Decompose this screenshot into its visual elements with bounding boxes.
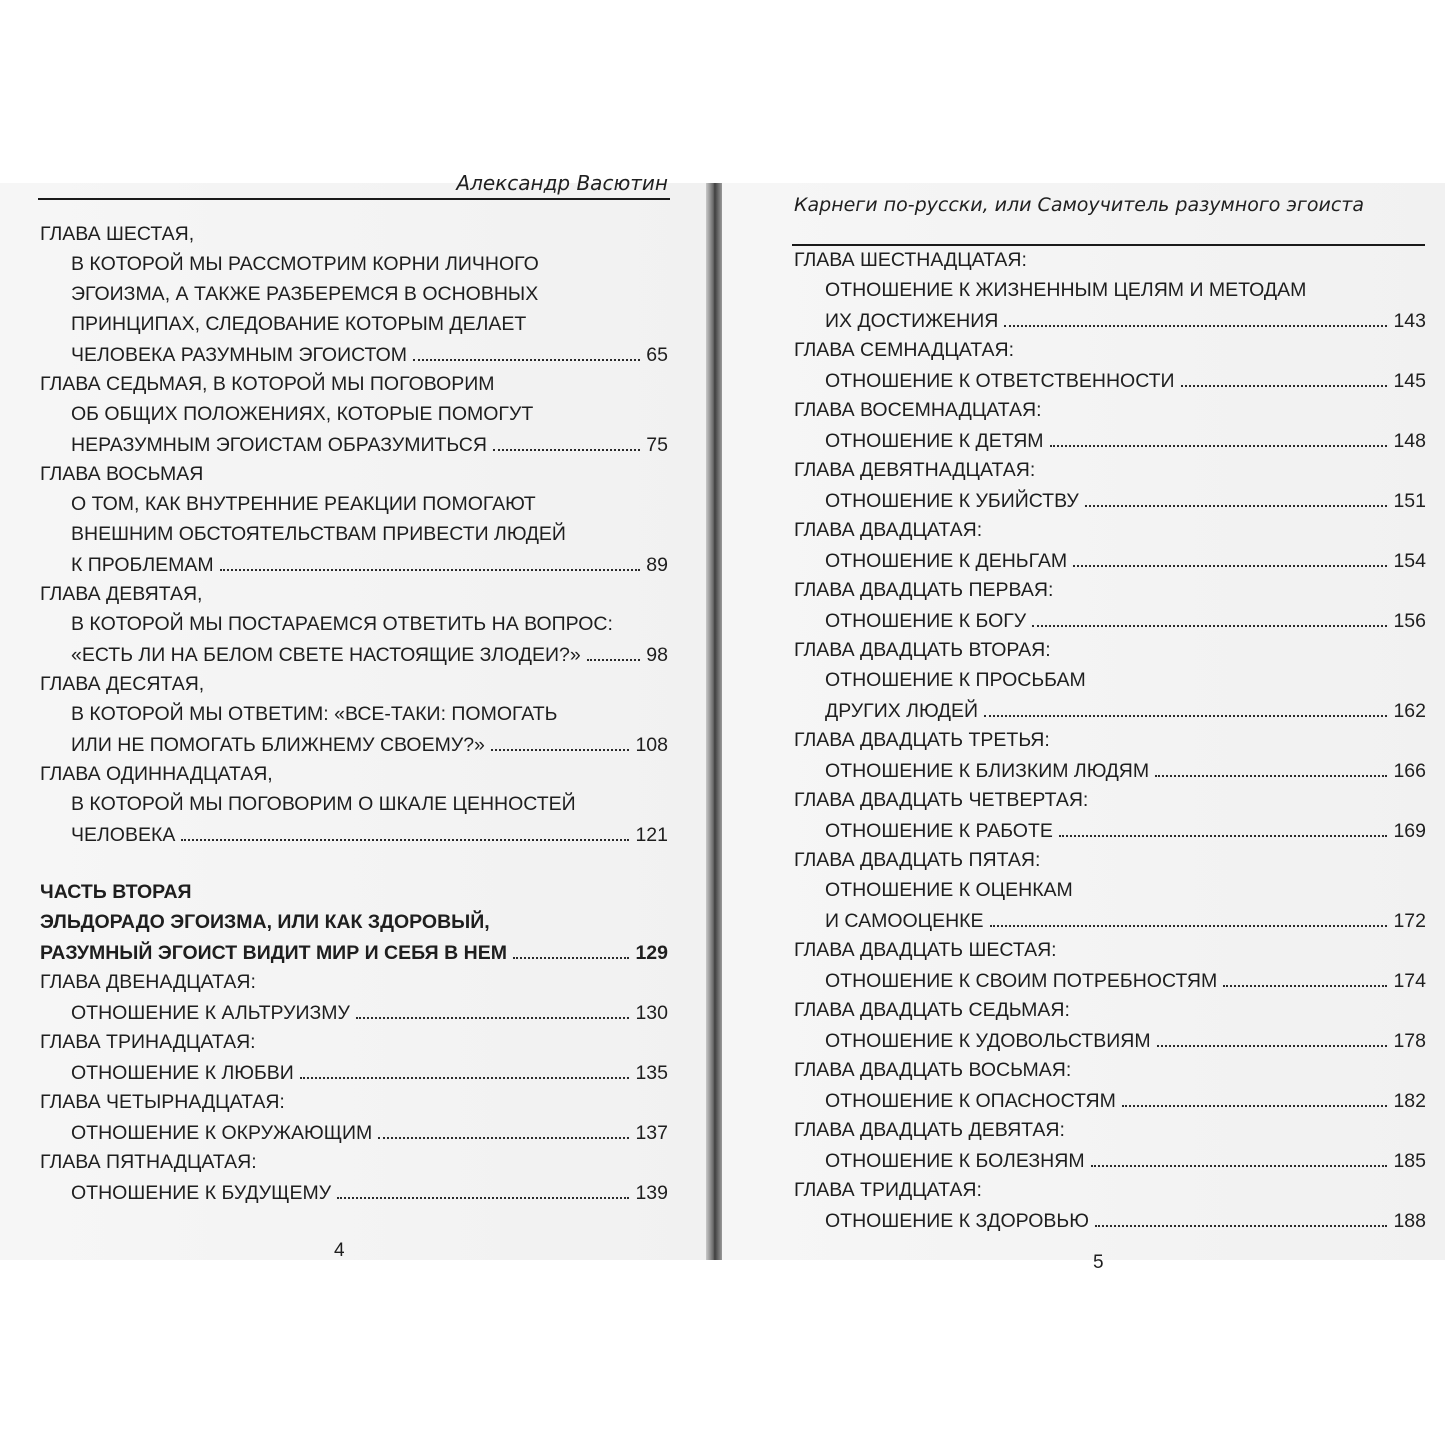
toc-entry-text: ЭГОИЗМА, А ТАКЖЕ РАЗБЕРЕМСЯ В ОСНОВНЫХ (71, 283, 539, 305)
dot-leader (356, 997, 630, 1019)
running-head-author: Александр Васютин (456, 171, 668, 195)
toc-entry (794, 395, 1426, 425)
toc-entry (794, 935, 1426, 965)
toc-entry (794, 275, 1426, 305)
toc-entry (794, 1175, 1426, 1205)
toc-entry-text: ОТНОШЕНИЕ К УБИЙСТВУ (825, 490, 1079, 512)
toc-entry-text: ГЛАВА ДВАДЦАТЬ ШЕСТАЯ: (794, 939, 1057, 961)
toc-page-number: 130 (635, 1002, 668, 1024)
toc-page-number: 154 (1393, 550, 1426, 572)
right-page (722, 183, 1445, 1273)
toc-entry (40, 1177, 668, 1207)
toc-page-number: 151 (1393, 490, 1426, 512)
toc-entry (794, 1145, 1426, 1175)
toc-entry (40, 489, 668, 519)
toc-entry (40, 219, 668, 249)
toc-entry (40, 1147, 668, 1177)
toc-entry-text: В КОТОРОЙ МЫ ПОГОВОРИМ О ШКАЛЕ ЦЕННОСТЕЙ (71, 793, 576, 815)
toc-entry (794, 815, 1426, 845)
toc-entry (40, 819, 668, 849)
toc-entry (40, 967, 668, 997)
table-of-contents-right (794, 245, 1426, 1235)
toc-entry-text: ГЛАВА ТРИДЦАТАЯ: (794, 1179, 982, 1201)
page-number: 4 (334, 1240, 345, 1261)
toc-entry-text: ГЛАВА ДЕВЯТНАДЦАТАЯ: (794, 459, 1036, 481)
toc-entry (794, 785, 1426, 815)
toc-entry-text: ГЛАВА ДВАДЦАТЬ ВОСЬМАЯ: (794, 1059, 1072, 1081)
toc-entry-text: ПРИНЦИПАХ, СЛЕДОВАНИЕ КОТОРЫМ ДЕЛАЕТ (71, 313, 527, 335)
toc-entry (40, 309, 668, 339)
dot-leader (300, 1057, 630, 1079)
toc-entry-text: НЕРАЗУМНЫМ ЭГОИСТАМ ОБРАЗУМИТЬСЯ (71, 434, 487, 456)
toc-entry (794, 1025, 1426, 1055)
toc-entry-text: ВНЕШНИМ ОБСТОЯТЕЛЬСТВАМ ПРИВЕСТИ ЛЮДЕЙ (71, 523, 566, 545)
toc-entry-text: РАЗУМНЫЙ ЭГОИСТ ВИДИТ МИР И СЕБЯ В НЕМ (40, 942, 507, 964)
toc-entry-text: ОТНОШЕНИЕ К АЛЬТРУИЗМУ (71, 1002, 350, 1024)
toc-entry (40, 759, 668, 789)
dot-leader (587, 639, 641, 661)
header-rule (38, 198, 670, 200)
toc-page-number: 143 (1393, 310, 1426, 332)
dot-leader (337, 1177, 629, 1199)
toc-entry (794, 545, 1426, 575)
dot-leader (1157, 1025, 1388, 1047)
toc-page-number: 174 (1393, 970, 1426, 992)
toc-entry (794, 665, 1426, 695)
dot-leader (1059, 815, 1388, 837)
toc-entry-text: ГЛАВА ДВАДЦАТЬ ТРЕТЬЯ: (794, 729, 1050, 751)
dot-leader (1004, 305, 1387, 327)
toc-entry-text: ГЛАВА ДВАДЦАТАЯ: (794, 519, 983, 541)
toc-entry-text: ОТНОШЕНИЕ К ПРОСЬБАМ (825, 669, 1086, 691)
toc-entry (794, 605, 1426, 635)
toc-entry-text: ОТНОШЕНИЕ К ОТВЕТСТВЕННОСТИ (825, 370, 1175, 392)
toc-page-number: 98 (646, 644, 668, 666)
toc-entry-text: ОТНОШЕНИЕ К ЖИЗНЕННЫМ ЦЕЛЯМ И МЕТОДАМ (825, 279, 1307, 301)
left-page (0, 171, 706, 1261)
toc-entry (40, 877, 668, 907)
toc-entry (794, 995, 1426, 1025)
toc-entry-text: ОТНОШЕНИЕ К БУДУЩЕМУ (71, 1182, 332, 1204)
toc-entry (794, 875, 1426, 905)
toc-entry (40, 459, 668, 489)
toc-entry-text: ЧАСТЬ ВТОРАЯ (40, 881, 192, 903)
dot-leader (1122, 1085, 1388, 1107)
toc-entry (40, 399, 668, 429)
toc-entry (40, 369, 668, 399)
toc-entry-text: ЭЛЬДОРАДО ЭГОИЗМА, ИЛИ КАК ЗДОРОВЫЙ, (40, 911, 490, 933)
dot-leader (491, 729, 630, 751)
dot-leader (1073, 545, 1387, 567)
toc-entry-text: ИЛИ НЕ ПОМОГАТЬ БЛИЖНЕМУ СВОЕМУ?» (71, 734, 485, 756)
dot-leader (1181, 365, 1388, 387)
toc-entry-text: ГЛАВА ДВАДЦАТЬ СЕДЬМАЯ: (794, 999, 1070, 1021)
toc-entry-text: ОТНОШЕНИЕ К ДЕТЯМ (825, 430, 1044, 452)
toc-entry-text: ГЛАВА ОДИННАДЦАТАЯ, (40, 763, 273, 785)
page-number: 5 (1093, 1252, 1104, 1273)
toc-entry (794, 1205, 1426, 1235)
toc-page-number: 75 (646, 434, 668, 456)
toc-entry (794, 1085, 1426, 1115)
toc-entry-text: ОТНОШЕНИЕ К БОЛЕЗНЯМ (825, 1150, 1085, 1172)
toc-entry (794, 905, 1426, 935)
dot-leader (220, 549, 641, 571)
toc-page-number: 178 (1393, 1030, 1426, 1052)
toc-page-number: 169 (1393, 820, 1426, 842)
toc-entry (794, 845, 1426, 875)
toc-entry (794, 725, 1426, 755)
toc-entry (794, 695, 1426, 725)
dot-leader (181, 819, 629, 841)
toc-entry-text: ЧЕЛОВЕКА (71, 824, 176, 846)
toc-entry-text: ИХ ДОСТИЖЕНИЯ (825, 310, 999, 332)
toc-entry (40, 279, 668, 309)
toc-entry-text: ГЛАВА ДВАДЦАТЬ ДЕВЯТАЯ: (794, 1119, 1065, 1141)
toc-entry-text: В КОТОРОЙ МЫ ОТВЕТИМ: «ВСЕ-ТАКИ: ПОМОГАТЬ (71, 703, 558, 725)
toc-entry (794, 485, 1426, 515)
toc-entry-text: ГЛАВА ШЕСТНАДЦАТАЯ: (794, 249, 1027, 271)
toc-entry (40, 1057, 668, 1087)
toc-entry (40, 699, 668, 729)
toc-entry-text: В КОТОРОЙ МЫ ПОСТАРАЕМСЯ ОТВЕТИТЬ НА ВОПРОС: (71, 613, 613, 635)
toc-page-number: 162 (1393, 700, 1426, 722)
toc-entry-text: ГЛАВА ДВАДЦАТЬ ПЯТАЯ: (794, 849, 1041, 871)
toc-page-number: 135 (635, 1062, 668, 1084)
toc-entry (40, 729, 668, 759)
toc-entry-text: ОБ ОБЩИХ ПОЛОЖЕНИЯХ, КОТОРЫЕ ПОМОГУТ (71, 403, 534, 425)
toc-entry (40, 579, 668, 609)
dot-leader (513, 937, 630, 959)
toc-entry-text: И САМООЦЕНКЕ (825, 910, 984, 932)
toc-entry-text: ГЛАВА ДЕВЯТАЯ, (40, 583, 203, 605)
toc-entry (40, 639, 668, 669)
toc-entry-text: ГЛАВА ДЕСЯТАЯ, (40, 673, 205, 695)
toc-entry (794, 755, 1426, 785)
toc-entry-text: ГЛАВА ТРИНАДЦАТАЯ: (40, 1031, 256, 1053)
toc-entry (794, 335, 1426, 365)
dot-leader (1091, 1145, 1388, 1167)
toc-entry (794, 245, 1426, 275)
toc-page-number: 139 (635, 1182, 668, 1204)
dot-leader (378, 1117, 629, 1139)
book-spread (0, 171, 1445, 1273)
toc-page-number: 108 (635, 734, 668, 756)
toc-page-number: 166 (1393, 760, 1426, 782)
toc-entry (794, 455, 1426, 485)
toc-page-number: 188 (1393, 1210, 1426, 1232)
toc-entry-text: ГЛАВА СЕДЬМАЯ, В КОТОРОЙ МЫ ПОГОВОРИМ (40, 373, 495, 395)
toc-entry-text: ОТНОШЕНИЕ К БОГУ (825, 610, 1027, 632)
toc-entry-text: ОТНОШЕНИЕ К ОЦЕНКАМ (825, 879, 1073, 901)
toc-entry (40, 339, 668, 369)
dot-leader (1223, 965, 1387, 987)
toc-entry-text: ГЛАВА ШЕСТАЯ, (40, 223, 195, 245)
toc-entry-text: К ПРОБЛЕМАМ (71, 554, 214, 576)
toc-entry-text: ГЛАВА СЕМНАДЦАТАЯ: (794, 339, 1015, 361)
toc-entry-text: ОТНОШЕНИЕ К БЛИЗКИМ ЛЮДЯМ (825, 760, 1150, 782)
toc-entry (40, 907, 668, 937)
toc-entry (40, 937, 668, 967)
book-gutter (706, 183, 722, 1260)
toc-entry (40, 997, 668, 1027)
toc-page-number: 172 (1393, 910, 1426, 932)
toc-entry-text: О ТОМ, КАК ВНУТРЕННИЕ РЕАКЦИИ ПОМОГАЮТ (71, 493, 536, 515)
toc-entry-text: ГЛАВА ПЯТНАДЦАТАЯ: (40, 1151, 257, 1173)
table-of-contents-left (40, 219, 668, 1207)
toc-page-number: 185 (1393, 1150, 1426, 1172)
toc-entry-text: ОТНОШЕНИЕ К ОКРУЖАЮЩИМ (71, 1122, 373, 1144)
toc-entry (40, 519, 668, 549)
toc-entry (794, 965, 1426, 995)
toc-entry-text: ЧЕЛОВЕКА РАЗУМНЫМ ЭГОИСТОМ (71, 344, 407, 366)
toc-page-number: 65 (646, 344, 668, 366)
toc-page-number: 156 (1393, 610, 1426, 632)
toc-entry (794, 425, 1426, 455)
toc-page-number: 129 (635, 942, 668, 964)
toc-entry-text: ГЛАВА ВОСЕМНАДЦАТАЯ: (794, 399, 1042, 421)
toc-entry-text: ОТНОШЕНИЕ К УДОВОЛЬСТВИЯМ (825, 1030, 1151, 1052)
toc-entry-text: ОТНОШЕНИЕ К ОПАСНОСТЯМ (825, 1090, 1116, 1112)
toc-entry-text: ГЛАВА ДВАДЦАТЬ ЧЕТВЕРТАЯ: (794, 789, 1089, 811)
toc-entry (40, 1117, 668, 1147)
dot-leader (1032, 605, 1387, 627)
dot-leader (990, 905, 1388, 927)
toc-entry (794, 1115, 1426, 1145)
dot-leader (493, 429, 640, 451)
toc-entry (40, 609, 668, 639)
toc-entry-text: ОТНОШЕНИЕ К ЗДОРОВЬЮ (825, 1210, 1089, 1232)
dot-leader (984, 695, 1387, 717)
toc-entry (794, 575, 1426, 605)
toc-entry (794, 635, 1426, 665)
toc-entry (40, 669, 668, 699)
toc-entry (794, 515, 1426, 545)
toc-entry-text: «ЕСТЬ ЛИ НА БЕЛОМ СВЕТЕ НАСТОЯЩИЕ ЗЛОДЕИ?» (71, 644, 581, 666)
toc-page-number: 89 (646, 554, 668, 576)
dot-leader (1050, 425, 1388, 447)
dot-leader (1085, 485, 1388, 507)
toc-entry-text: ОТНОШЕНИЕ К ЛЮБВИ (71, 1062, 294, 1084)
toc-entry (794, 365, 1426, 395)
dot-leader (1155, 755, 1387, 777)
toc-entry-text: ГЛАВА ДВАДЦАТЬ ПЕРВАЯ: (794, 579, 1054, 601)
toc-entry (40, 429, 668, 459)
toc-page-number: 148 (1393, 430, 1426, 452)
toc-entry-text: ОТНОШЕНИЕ К ДЕНЬГАМ (825, 550, 1068, 572)
dot-leader (1095, 1205, 1388, 1227)
toc-page-number: 121 (635, 824, 668, 846)
toc-entry-text: ГЛАВА ДВАДЦАТЬ ВТОРАЯ: (794, 639, 1051, 661)
toc-page-number: 145 (1393, 370, 1426, 392)
toc-entry-text: ОТНОШЕНИЕ К РАБОТЕ (825, 820, 1053, 842)
toc-entry-text: В КОТОРОЙ МЫ РАССМОТРИМ КОРНИ ЛИЧНОГО (71, 253, 539, 275)
toc-entry-text: ГЛАВА ВОСЬМАЯ (40, 463, 204, 485)
toc-entry-text: ГЛАВА ЧЕТЫРНАДЦАТАЯ: (40, 1091, 285, 1113)
toc-entry (794, 305, 1426, 335)
toc-entry (40, 549, 668, 579)
toc-page-number: 182 (1393, 1090, 1426, 1112)
toc-entry (40, 1027, 668, 1057)
toc-entry-text: ОТНОШЕНИЕ К СВОИМ ПОТРЕБНОСТЯМ (825, 970, 1218, 992)
toc-entry (40, 789, 668, 819)
toc-entry (40, 1087, 668, 1117)
running-head-title: Карнеги по-русски, или Самоучитель разумного эгоиста (794, 194, 1364, 216)
toc-entry-text: ГЛАВА ДВЕНАДЦАТАЯ: (40, 971, 256, 993)
dot-leader (413, 339, 640, 361)
toc-entry (40, 249, 668, 279)
toc-entry-text: ДРУГИХ ЛЮДЕЙ (825, 700, 979, 722)
toc-entry (794, 1055, 1426, 1085)
toc-page-number: 137 (635, 1122, 668, 1144)
